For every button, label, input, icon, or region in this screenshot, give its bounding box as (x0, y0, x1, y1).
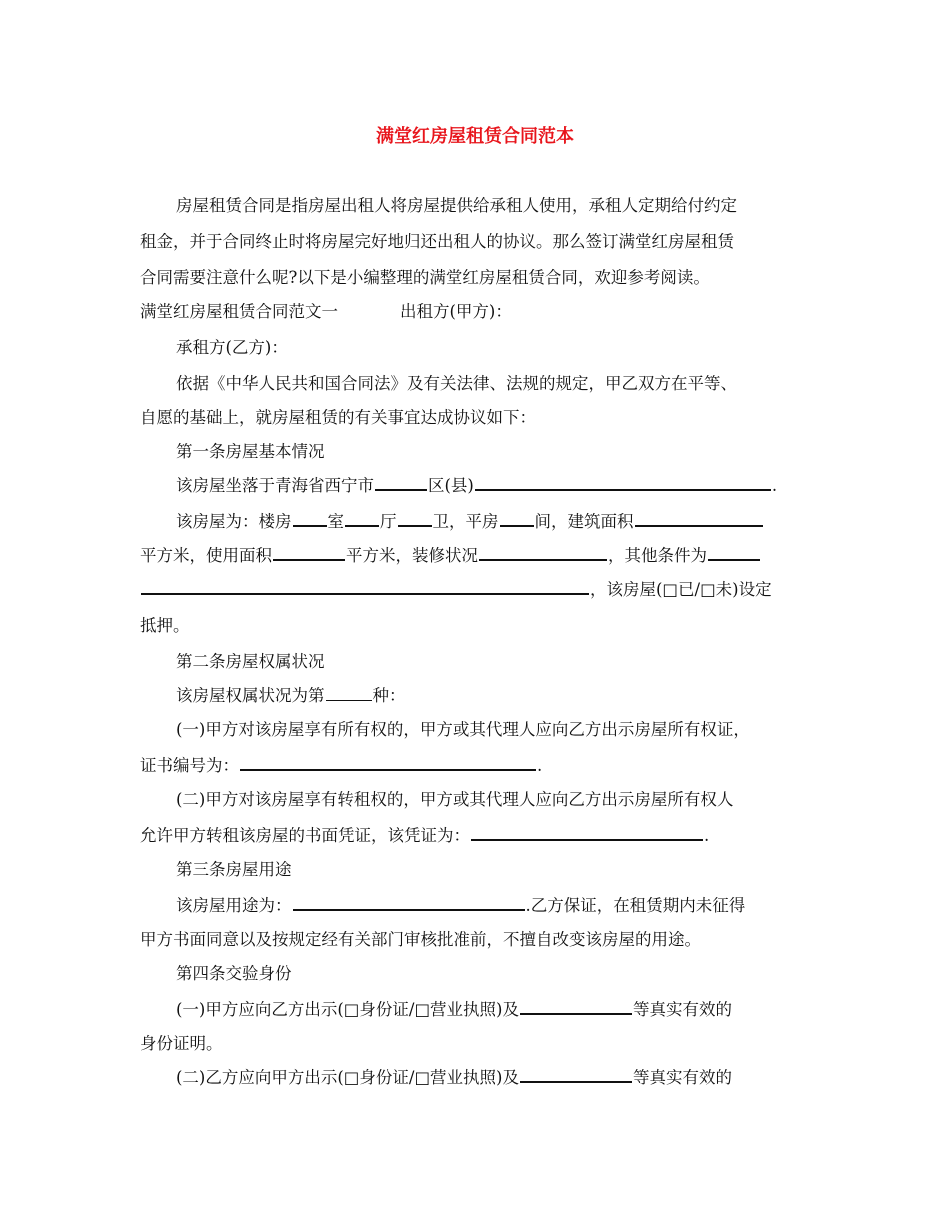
page-title: 满堂红房屋租赁合同范本 (376, 126, 574, 147)
sublease-clause-1: (二)甲方对该房屋享有转租权的，甲方或其代理人应向乙方出示房屋所有权人 (176, 790, 734, 809)
basis-line-1: 依据《中华人民共和国合同法》及有关法律、法规的规定，甲乙双方在平等、 (176, 374, 737, 393)
bath-blank[interactable] (398, 513, 432, 527)
other-conditions-blank[interactable] (708, 547, 760, 561)
building-area-blank[interactable] (635, 513, 763, 527)
usage-blank[interactable] (293, 897, 525, 911)
location-line: 该房屋坐落于青海省西宁市 区(县) . (176, 476, 778, 495)
usable-area-blank[interactable] (273, 547, 345, 561)
identity-lessor-end: 身份证明。 (140, 1034, 223, 1053)
hall-blank[interactable] (345, 513, 379, 527)
mortgage-end: 抵押。 (140, 616, 190, 635)
ownership-clause-1: (一)甲方对该房屋享有所有权的，甲方或其代理人应向乙方出示房屋所有权证， (176, 720, 750, 739)
contract-heading: 满堂红房屋租赁合同范文一 (140, 302, 338, 321)
lessee-label: 承租方(乙方)： (176, 338, 288, 357)
lessor-id-blank[interactable] (520, 1001, 632, 1015)
area-line: 平方米，使用面积 平方米，装修状况 ，其他条件为 (140, 546, 761, 566)
usage-line-2: 甲方书面同意以及按规定经有关部门审核批准前，不擅自改变该房屋的用途。 (140, 930, 701, 949)
article-2-heading: 第二条房屋权属状况 (176, 652, 325, 671)
article-4-heading: 第四条交验身份 (176, 964, 292, 983)
address-blank[interactable] (475, 477, 771, 491)
district-blank[interactable] (375, 477, 427, 491)
identity-lessor-line: (一)甲方应向乙方出示(□身份证/□营业执照)及 等真实有效的 (176, 1000, 732, 1019)
article-3-heading: 第三条房屋用途 (176, 860, 292, 879)
sublease-voucher-blank[interactable] (471, 827, 703, 841)
decoration-blank[interactable] (479, 547, 607, 561)
certificate-line: 证书编号为： . (140, 756, 543, 775)
ownership-type-line: 该房屋权属状况为第 种： (176, 686, 406, 705)
intro-line-2: 租金，并于合同终止时将房屋完好地归还出租人的协议。那么签订满堂红房屋租赁 (140, 232, 734, 251)
ownership-type-blank[interactable] (326, 688, 372, 701)
article-1-heading: 第一条房屋基本情况 (176, 442, 325, 461)
intro-line-3: 合同需要注意什么呢?以下是小编整理的满堂红房屋租赁合同，欢迎参考阅读。 (140, 268, 710, 287)
other-conditions-blank-2[interactable] (141, 581, 589, 595)
identity-lessee-line: (二)乙方应向甲方出示(□身份证/□营业执照)及 等真实有效的 (176, 1068, 732, 1087)
bungalow-room-blank[interactable] (500, 513, 534, 527)
lessee-id-blank[interactable] (520, 1069, 632, 1083)
room-blank[interactable] (293, 513, 327, 527)
house-type-line: 该房屋为：楼房 室 厅 卫，平房 间，建筑面积 (176, 512, 764, 532)
certificate-number-blank[interactable] (240, 757, 536, 771)
intro-line-1: 房屋租赁合同是指房屋出租人将房屋提供给承租人使用，承租人定期给付约定 (176, 196, 737, 215)
mortgage-line: ，该房屋(□已/□未)设定 (140, 580, 772, 600)
sublease-clause-2: 允许甲方转租该房屋的书面凭证，该凭证为： . (140, 826, 710, 845)
basis-line-2: 自愿的基础上，就房屋租赁的有关事宜达成协议如下： (140, 408, 536, 427)
lessor-label: 出租方(甲方)： (400, 302, 512, 321)
usage-line: 该房屋用途为： .乙方保证，在租赁期内未征得 (176, 896, 746, 915)
